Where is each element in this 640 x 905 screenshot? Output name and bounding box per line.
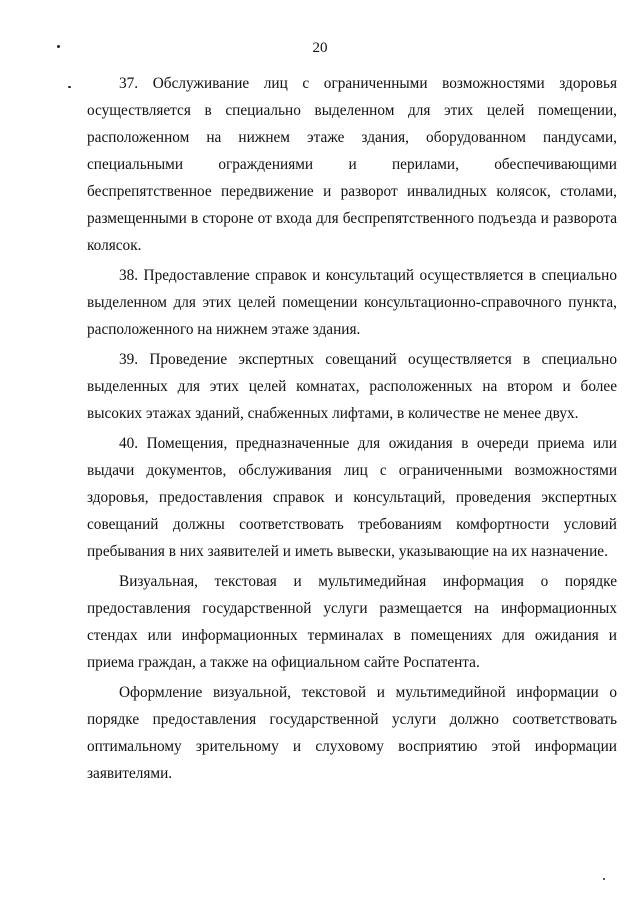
document-body xyxy=(87,70,617,788)
scan-speck xyxy=(603,878,605,880)
paragraph-37: 37. Обслуживание лиц с ограниченными возможностями здоровья осуществляется в специально выделенном для этих целей помещении, расположенном на нижнем этаже здания, оборудованном пандусами, специальными ограждениями и перилами, обеспечивающими беспрепятственное передвижение и разворот инвалидных колясок, столами, размещенными в стороне от входа для беспрепятственного подъезда и разворота колясок. xyxy=(87,75,617,254)
paragraph-39: 39. Проведение экспертных совещаний осуществляется в специально выделенных для этих целей комнатах, расположенных на втором и более высоких этажах зданий, снабженных лифтами, в количестве не менее двух. xyxy=(87,351,617,422)
paragraph-38: 38. Предоставление справок и консультаций осуществляется в специально выделенном для этих целей помещении консультационно-справочного пункта, расположенного на нижнем этаже здания. xyxy=(87,267,617,338)
paragraph-40: 40. Помещения, предназначенные для ожидания в очереди приема или выдачи документов, обслуживания лиц с ограниченными возможностями здоровья, предоставления справок и консультаций, проведения экспертных совещаний должны соответствовать требованиям комфортности условий пребывания в них заявителей и иметь вывески, указывающие на их назначение. xyxy=(87,435,617,560)
paragraph-info-design: Оформление визуальной, текстовой и мультимедийной информации о порядке предоставления государственной услуги должно соответствовать оптимальному зрительному и слуховому восприятию этой информации заявителями. xyxy=(87,684,617,782)
scan-speck xyxy=(68,86,71,88)
paragraph-info-placement: Визуальная, текстовая и мультимедийная информация о порядке предоставления государственной услуги размещается на информационных стендах или информационных терминалах в помещениях для ожидания и приема граждан, а также на официальном сайте Роспатента. xyxy=(87,573,617,671)
page-number: 20 xyxy=(312,40,328,56)
